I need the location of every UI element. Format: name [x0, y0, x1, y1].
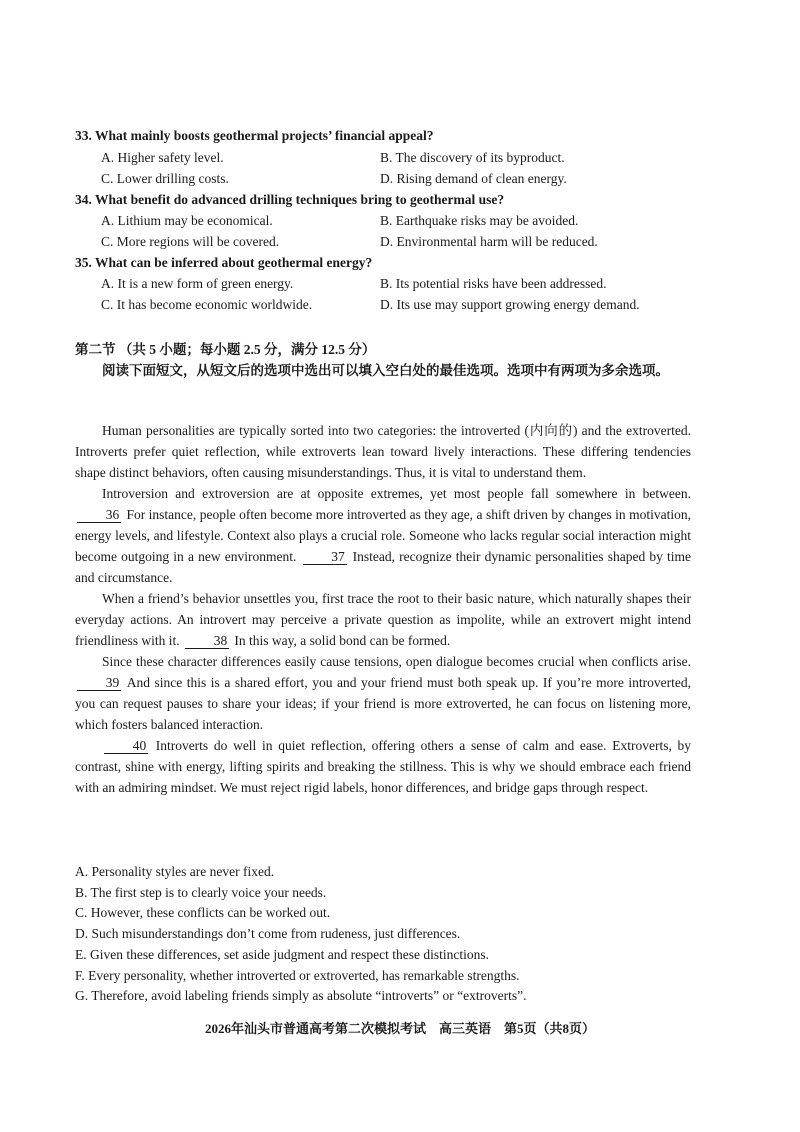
question-35-option-c: C. It has become economic worldwide. — [101, 297, 313, 312]
passage-paragraph-2 — [75, 483, 691, 588]
reading-passage — [75, 420, 691, 798]
question-34-stem: 34. What benefit do advanced drilling techniques bring to geothermal use? — [75, 192, 505, 207]
question-35-stem: 35. What can be inferred about geothermal energy? — [75, 255, 373, 270]
blank-37[interactable]: 37 — [303, 549, 347, 565]
choice-b: B. The first step is to clearly voice your needs. — [75, 884, 327, 900]
passage-text: For instance, people often become more introverted as they age, a shift driven by changes in motivation, energy levels, and lifestyle. Context also plays a crucial role. Someone who lacks regular social interaction might become outgoing in a new environment. — [75, 507, 691, 564]
blank-40[interactable]: 40 — [104, 738, 148, 754]
choice-d: D. Such misunderstandings don’t come from rudeness, just differences. — [75, 926, 461, 942]
question-33-option-d: D. Rising demand of clean energy. — [380, 171, 567, 186]
passage-text: In this way, a solid bond can be formed. — [234, 633, 451, 648]
passage-text: Instead, recognize their dynamic personalities shaped by time and circumstance. — [75, 549, 691, 585]
question-34-option-b: B. Earthquake risks may be avoided. — [380, 213, 579, 228]
section-title: 第二节 （共 5 小题；每小题 2.5 分，满分 12.5 分） — [75, 342, 376, 357]
choice-e: E. Given these differences, set aside judgment and respect these distinctions. — [75, 946, 490, 962]
question-33-stem: 33. What mainly boosts geothermal projects’ financial appeal? — [75, 128, 434, 143]
question-35-option-d: D. Its use may support growing energy demand. — [380, 297, 640, 312]
blank-38[interactable]: 38 — [185, 633, 229, 649]
choice-f: F. Every personality, whether introverted or extroverted, has remarkable strengths. — [75, 967, 520, 983]
passage-text: Introversion and extroversion are at opposite extremes, yet most people fall somewhere in between. — [102, 486, 691, 501]
question-33-option-a: A. Higher safety level. — [101, 150, 224, 165]
question-34-option-c: C. More regions will be covered. — [101, 234, 280, 249]
passage-paragraph-3 — [75, 588, 691, 651]
passage-text: When a friend’s behavior unsettles you, first trace the root to their basic nature, which naturally shapes their everyday actions. An introvert may perceive a private question as impolite, while an extrovert might intend friendliness with it. — [75, 591, 691, 648]
passage-paragraph-1: Human personalities are typically sorted into two categories: the introverted (内向的) and the extroverted. Introverts prefer quiet reflection, while extroverts lean toward lively interactions. These differing tendencies shape distinct behaviors, often causing misunderstandings. Thus, it is vital to understand them. — [75, 423, 691, 480]
question-33-option-b: B. The discovery of its byproduct. — [380, 150, 565, 165]
question-34-option-a: A. Lithium may be economical. — [101, 213, 273, 228]
answer-choices — [75, 862, 526, 1007]
choice-a: A. Personality styles are never fixed. — [75, 864, 275, 879]
passage-paragraph-4 — [75, 651, 691, 735]
blank-39[interactable]: 39 — [77, 675, 121, 691]
page-footer: 2026年汕头市普通高考第二次模拟考试 高三英语 第5页（共8页） — [204, 1021, 595, 1036]
question-35-option-b: B. Its potential risks have been addressed. — [380, 276, 607, 291]
question-35-option-a: A. It is a new form of green energy. — [101, 276, 294, 291]
choice-c: C. However, these conflicts can be worked out. — [75, 905, 331, 921]
passage-text: Introverts do well in quiet reflection, offering others a sense of calm and ease. Extroverts, by contrast, shine with energy, lifting spirits and breaking the stillness. This is why we should embrace each friend with an admiring mindset. We must reject rigid labels, honor differences, and bridge gaps through respect. — [75, 738, 692, 795]
question-34-option-d: D. Environmental harm will be reduced. — [380, 234, 598, 249]
section-instructions: 阅读下面短文，从短文后的选项中选出可以填入空白处的最佳选项。选项中有两项为多余选项。 — [102, 363, 669, 378]
passage-text: And since this is a shared effort, you and your friend must both speak up. If you’re more introverted, you can request pauses to share your ideas; if your friend is more extroverted, he can focus on listening more, which fosters balanced interaction. — [75, 675, 691, 732]
passage-text: Since these character differences easily cause tensions, open dialogue becomes crucial when conflicts arise. — [102, 654, 691, 669]
blank-36[interactable]: 36 — [77, 507, 121, 523]
choice-g: G. Therefore, avoid labeling friends simply as absolute “introverts” or “extroverts”. — [75, 988, 527, 1004]
question-33-option-c: C. Lower drilling costs. — [101, 171, 229, 186]
passage-paragraph-5 — [75, 735, 691, 798]
